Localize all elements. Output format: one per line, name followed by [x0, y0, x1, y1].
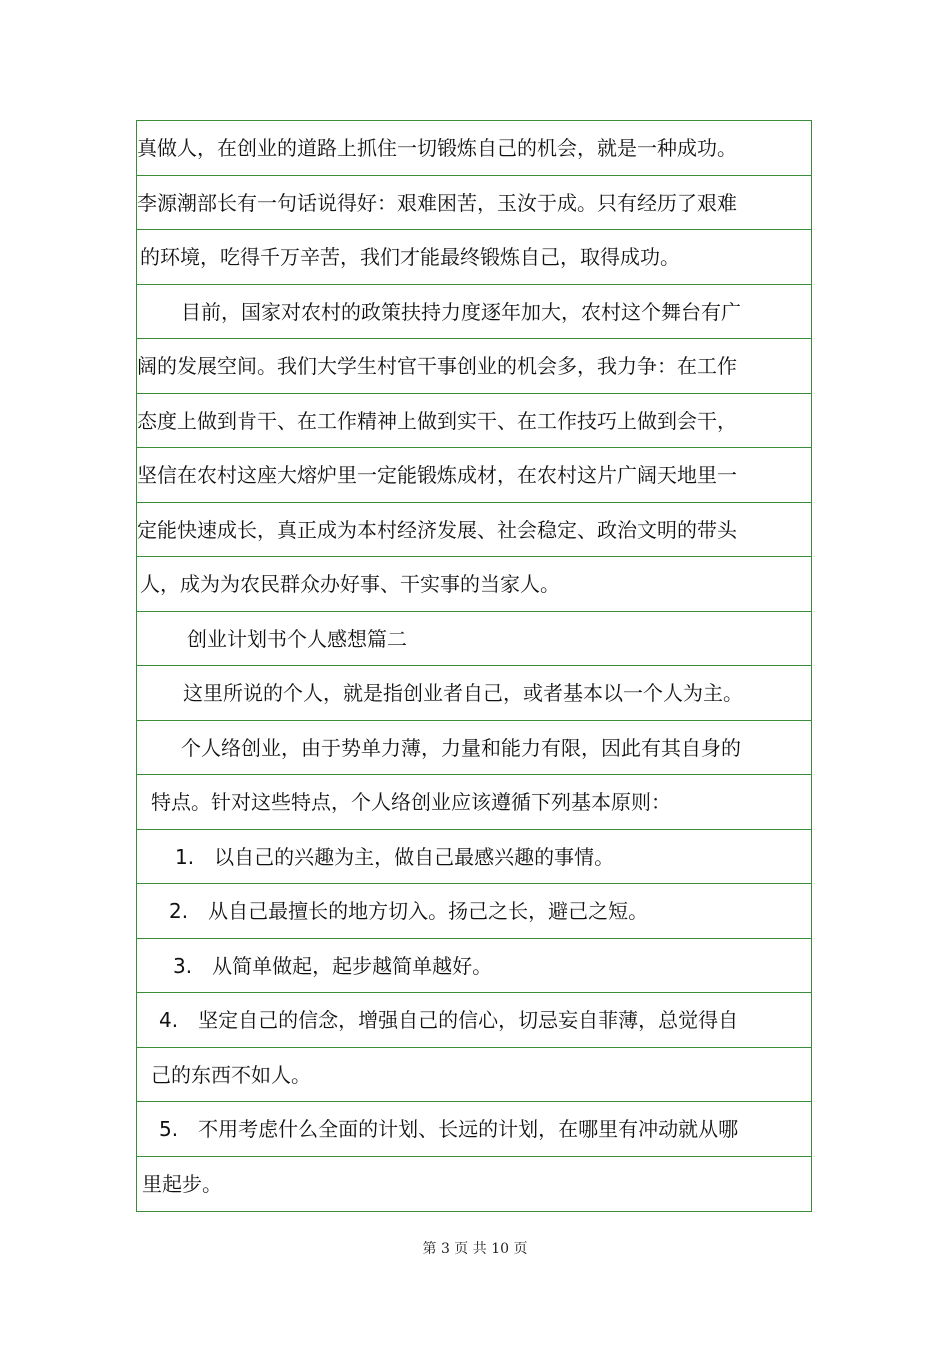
document-body	[136, 120, 812, 1212]
line-text: 阔的发展空间。我们大学生村官干事创业的机会多，我力争：在工作	[137, 354, 737, 378]
line-text: 坚信在农村这座大熔炉里一定能锻炼成材，在农村这片广阔天地里一	[137, 463, 737, 487]
list-item	[137, 993, 811, 1048]
list-item-text: 1. 以自己的兴趣为主，做自己最感兴趣的事情。	[175, 844, 615, 869]
section-heading	[137, 612, 811, 667]
list-item-text: 4. 坚定自己的信念，增强自己的信心，切忌妄自菲薄，总觉得自	[159, 1008, 739, 1032]
list-item	[137, 1102, 811, 1157]
list-item	[137, 939, 811, 994]
line-text: 李源潮部长有一句话说得好：艰难困苦，玉汝于成。只有经历了艰难	[137, 190, 737, 215]
line-text: 目前，国家对农村的政策扶持力度逐年加大，农村这个舞台有广	[181, 299, 741, 324]
line-text: 里起步。	[142, 1171, 222, 1196]
text-line	[137, 121, 811, 176]
line-text: 这里所说的个人，就是指创业者自己，或者基本以一个人为主。	[183, 681, 743, 705]
line-text: 定能快速成长，真正成为本村经济发展、社会稳定、政治文明的带头	[137, 517, 737, 542]
text-line	[137, 448, 811, 503]
list-item	[137, 884, 811, 939]
text-line	[137, 666, 811, 721]
line-text: 真做人，在创业的道路上抓住一切锻炼自己的机会，就是一种成功。	[137, 136, 737, 160]
text-line	[137, 230, 811, 285]
line-text: 己的东西不如人。	[151, 1062, 311, 1087]
text-line	[137, 775, 811, 830]
text-line	[137, 557, 811, 612]
text-line	[137, 176, 811, 231]
text-line	[137, 503, 811, 558]
page-footer: 第 3 页 共 10 页	[422, 1241, 528, 1257]
list-item-text: 3. 从简单做起，起步越简单越好。	[173, 953, 493, 978]
line-text: 的环境，吃得千万辛苦，我们才能最终锻炼自己，取得成功。	[140, 245, 680, 269]
text-line	[137, 1157, 811, 1212]
text-line	[137, 285, 811, 340]
list-item	[137, 830, 811, 885]
line-text: 态度上做到肯干、在工作精神上做到实干、在工作技巧上做到会干，	[137, 408, 737, 433]
text-line	[137, 721, 811, 776]
line-text: 人，成为为农民群众办好事、干实事的当家人。	[140, 572, 560, 596]
list-item-text: 5. 不用考虑什么全面的计划、长远的计划，在哪里有冲动就从哪	[159, 1117, 739, 1141]
text-line	[137, 339, 811, 394]
list-item-text: 2. 从自己最擅长的地方切入。扬己之长，避己之短。	[169, 899, 649, 923]
line-text: 个人络创业，由于势单力薄，力量和能力有限，因此有其自身的	[181, 735, 741, 760]
line-text: 特点。针对这些特点，个人络创业应该遵循下列基本原则：	[151, 790, 671, 814]
text-line	[137, 1048, 811, 1103]
text-line	[137, 394, 811, 449]
heading-text: 创业计划书个人感想篇二	[187, 626, 407, 651]
